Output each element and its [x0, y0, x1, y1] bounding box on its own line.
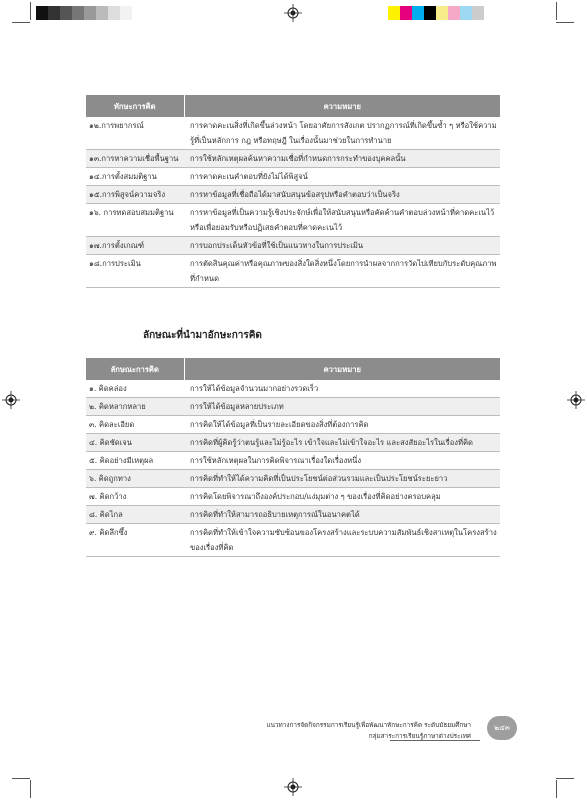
table-row: [86, 237, 500, 255]
grayscale-color-bar: [36, 6, 132, 20]
term-cell: ๑๗.การตั้งเกณฑ์: [86, 237, 184, 255]
table-row: [86, 488, 500, 506]
meaning-cell: การตัดสินคุณค่าหรือคุณภาพของสิ่งใดสิ่งหนึ่งโดยการนำผลจากการวัดไปเทียบกับระดับคุณภาพที่กำหนด: [184, 255, 500, 288]
term-cell: ๙. คิดลึกซึ้ง: [86, 524, 184, 557]
color-swatch: [388, 6, 400, 20]
meaning-cell: การใช้หลักเหตุผลในการคิดพิจารณาเรื่องใดเรื่องหนึ่ง: [184, 452, 500, 470]
table-row: [86, 380, 500, 398]
meaning-cell: การคิดที่ทำให้เข้าใจความซับซ้อนของโครงสร้างและระบบความสัมพันธ์เชิงสาเหตุในโครงสร้างของเรื่องที่คิด: [184, 524, 500, 557]
color-swatch: [84, 6, 96, 20]
term-cell: ๓. คิดละเอียด: [86, 416, 184, 434]
color-swatch: [472, 6, 484, 20]
footer-book-title: แนวทางการจัดกิจกรรมการเรียนรู้เพื่อพัฒนาทักษะการคิด ระดับมัธยมศึกษา: [266, 721, 471, 729]
meaning-cell: การคิดที่ผู้คิดรู้ว่าตนรู้และไม่รู้อะไร เข้าใจและไม่เข้าใจอะไร และสงสัยอะไรในเรื่องที่คิด: [184, 434, 500, 452]
term-cell: ๖. คิดถูกทาง: [86, 470, 184, 488]
thinking-skills-table: [86, 95, 500, 288]
term-cell: ๑๕.การพิสูจน์ความจริง: [86, 186, 184, 204]
meaning-cell: การหาข้อมูลที่เป็นความรู้เชิงประจักษ์เพื่อให้สนับสนุนหรือคัดค้านคำตอบล่วงหน้าที่คาดคะเนไว้ หรือเพื่อยอมรับหรือปฏิเสธคำตอบที่คาดคะเนไว้: [184, 204, 500, 237]
color-swatch: [448, 6, 460, 20]
process-color-bar: [388, 6, 484, 20]
crop-mark: [12, 778, 30, 779]
meaning-cell: การคาดคะเนคำตอบที่ยังไม่ได้พิสูจน์: [184, 168, 500, 186]
table-body: [86, 380, 500, 557]
table-body: [86, 117, 500, 288]
term-cell: ๑๘.การประเมิน: [86, 255, 184, 288]
meaning-cell: การให้ได้ข้อมูลหลายประเภท: [184, 398, 500, 416]
crop-mark: [12, 22, 30, 23]
color-swatch: [36, 6, 48, 20]
section-heading: ลักษณะที่นำมาอักษะการคิด: [143, 330, 262, 341]
crop-mark: [556, 778, 574, 779]
thinking-characteristics-table: [86, 358, 500, 557]
color-swatch: [108, 6, 120, 20]
table-row: [86, 506, 500, 524]
color-swatch: [412, 6, 424, 20]
color-swatch: [60, 6, 72, 20]
term-cell: ๑๓.การหาความเชื่อพื้นฐาน: [86, 150, 184, 168]
table-row: [86, 524, 500, 557]
crop-mark: [556, 780, 557, 798]
term-cell: ๗. คิดกว้าง: [86, 488, 184, 506]
term-cell: ๑๔.การตั้งสมมติฐาน: [86, 168, 184, 186]
crop-mark: [556, 22, 574, 23]
meaning-cell: การให้ได้ข้อมูลจำนวนมากอย่างรวดเร็ว: [184, 380, 500, 398]
table-row: [86, 204, 500, 237]
term-cell: ๕. คิดอย่างมีเหตุผล: [86, 452, 184, 470]
table-row: [86, 117, 500, 150]
column-header-meaning: ความหมาย: [184, 95, 500, 117]
meaning-cell: การคิดที่ทำให้สามารถอธิบายเหตุการณ์ในอนาคตได้: [184, 506, 500, 524]
color-swatch: [400, 6, 412, 20]
meaning-cell: การใช้หลักเหตุผลค้นหาความเชื่อที่กำหนดการกระทำของบุคคลนั้น: [184, 150, 500, 168]
meaning-cell: การหาข้อมูลที่เชื่อถือได้มาสนับสนุนข้อสรุปหรือคำตอบว่าเป็นจริง: [184, 186, 500, 204]
crop-mark: [30, 780, 31, 798]
term-cell: ๑๖. การทดสอบสมมติฐาน: [86, 204, 184, 237]
crop-mark: [556, 2, 557, 20]
column-header-term: ลักษณะการคิด: [86, 358, 184, 380]
footer-divider: [390, 740, 480, 741]
term-cell: ๑๒.การพยากรณ์: [86, 117, 184, 150]
meaning-cell: การบอกประเด็นหัวข้อที่ใช้เป็นแนวทางในการประเมิน: [184, 237, 500, 255]
registration-mark-icon: [284, 4, 302, 22]
term-cell: ๒. คิดหลากหลาย: [86, 398, 184, 416]
table-row: [86, 398, 500, 416]
color-swatch: [460, 6, 472, 20]
term-cell: ๔. คิดชัดเจน: [86, 434, 184, 452]
column-header-meaning: ความหมาย: [184, 358, 500, 380]
table-row: [86, 434, 500, 452]
crop-mark: [30, 2, 31, 20]
meaning-cell: การคาดคะเนสิ่งที่เกิดขึ้นล่วงหน้า โดยอาศัยการสังเกต ปรากฏการณ์ที่เกิดขึ้นซ้ำ ๆ หรือใช้ความรู้ที่เป็นหลักการ กฎ หรือทฤษฎี ในเรื่องนั้นมาช่วยในการทำนาย: [184, 117, 500, 150]
table-row: [86, 452, 500, 470]
meaning-cell: การคิดโดยพิจารณาถึงองค์ประกอบ/แง่มุมต่าง ๆ ของเรื่องที่คิดอย่างครอบคลุม: [184, 488, 500, 506]
color-swatch: [48, 6, 60, 20]
term-cell: ๑. คิดคล่อง: [86, 380, 184, 398]
term-cell: ๘. คิดไกล: [86, 506, 184, 524]
table-row: [86, 416, 500, 434]
registration-mark-icon: [284, 778, 302, 796]
table-row: [86, 150, 500, 168]
table-row: [86, 470, 500, 488]
table-header-row: [86, 95, 500, 117]
table-row: [86, 255, 500, 288]
color-swatch: [72, 6, 84, 20]
registration-mark-icon: [567, 391, 585, 409]
color-swatch: [120, 6, 132, 20]
color-swatch: [436, 6, 448, 20]
footer-subject: กลุ่มสาระการเรียนรู้ภาษาต่างประเทศ: [368, 732, 471, 740]
color-swatch: [424, 6, 436, 20]
page-number-badge: ๒๔๓: [487, 716, 517, 740]
table-header-row: [86, 358, 500, 380]
meaning-cell: การคิดที่ทำให้ได้ความคิดที่เป็นประโยชน์ต่อส่วนรวมและเป็นประโยชน์ระยะยาว: [184, 470, 500, 488]
column-header-term: ทักษะการคิด: [86, 95, 184, 117]
registration-mark-icon: [2, 391, 20, 409]
color-swatch: [96, 6, 108, 20]
meaning-cell: การคิดให้ได้ข้อมูลที่เป็นรายละเอียดของสิ่งที่ต้องการคิด: [184, 416, 500, 434]
table-row: [86, 186, 500, 204]
table-row: [86, 168, 500, 186]
